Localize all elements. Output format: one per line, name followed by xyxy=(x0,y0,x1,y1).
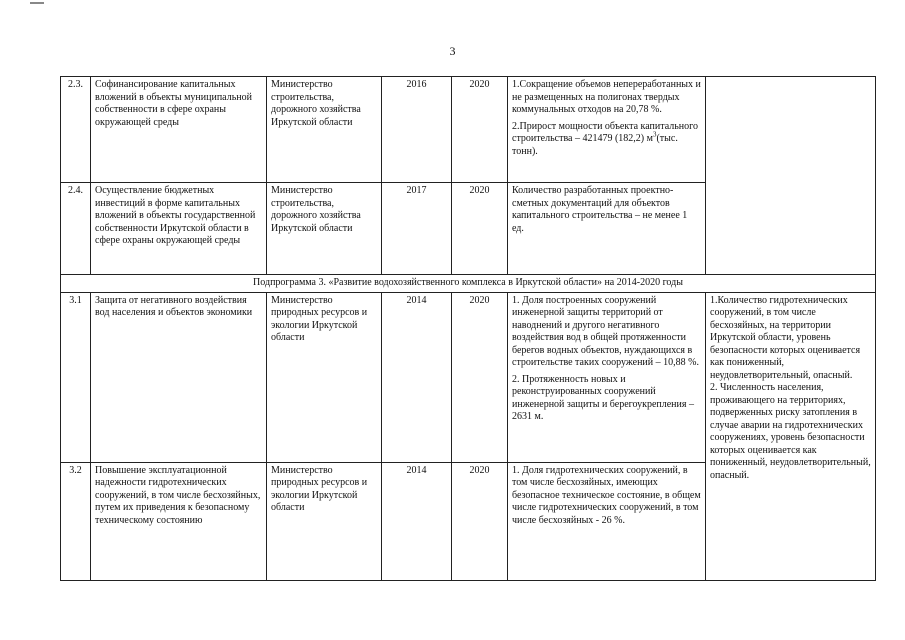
scan-artifact xyxy=(30,2,44,4)
activity-name: Софинансирование капитальных вложений в объекты муниципальной собственности в сфере охраны окружающей среды xyxy=(91,77,267,183)
start-year: 2014 xyxy=(382,462,452,580)
subprogram-goals: 1.Количество гидротехнических сооружений, в том числе бесхозяйных, на территории Иркутской области, уровень безопасности которых оценивается как пониженный, неудовлетворительный, опасный. 2. Численность населения, проживающего на территориях, подверженных риску затопления в случае аварии на гидротехнических сооружениях, уровень безопасности которых оценивается как пониженный, неудовлетворительный, опасный. xyxy=(706,292,876,580)
row-number: 3.2 xyxy=(61,462,91,580)
indicator-text: 1.Сокращение объемов непереработанных и не размещенных на полигонах твердых коммунальных отходов на 20,78 %. xyxy=(512,79,701,115)
indicator-text-part: 2.Прирост мощности объекта капитального строительства – 421479 (182,2) м xyxy=(512,120,699,144)
subprogram-title: Подпрограмма 3. «Развитие водохозяйственного комплекса в Иркутской области» на 2014-2020 годы xyxy=(61,275,876,293)
superscript: 3 xyxy=(652,130,657,139)
indicators-cell xyxy=(508,292,706,462)
indicator-text: 2. Протяженность новых и реконструированных сооружений инженерной защиты и берегоукрепления – 2631 м. xyxy=(512,373,694,422)
executor: Министерство природных ресурсов и экологии Иркутской области xyxy=(267,462,382,580)
row-number: 2.4. xyxy=(61,183,91,275)
executor: Министерство строительства, дорожного хозяйства Иркутской области xyxy=(267,183,382,275)
indicator-text xyxy=(512,121,701,159)
activity-name: Повышение эксплуатационной надежности гидротехнических сооружений, в том числе бесхозяйных, путем их приведения к безопасному техническому состоянию xyxy=(91,462,267,580)
table-row-3-1 xyxy=(61,292,876,462)
indicator-text: 1. Доля гидротехнических сооружений, в том числе бесхозяйных, имеющих безопасное техническое состояние, в общем числе гидротехнических сооружений, в том числе бесхозяйных - 26 %. xyxy=(512,464,701,526)
end-year: 2020 xyxy=(452,183,508,275)
activity-name: Защита от негативного воздействия вод населения и объектов экономики xyxy=(91,292,267,462)
indicator-text-part: (тыс. тонн). xyxy=(512,133,678,157)
executor: Министерство природных ресурсов и экологии Иркутской области xyxy=(267,292,382,462)
subprogram-row xyxy=(61,275,876,293)
table-row-2-3 xyxy=(61,77,876,183)
empty-cell xyxy=(706,77,876,275)
end-year: 2020 xyxy=(452,77,508,183)
row-number: 3.1 xyxy=(61,292,91,462)
page-number: 3 xyxy=(449,44,456,58)
indicator-text: Количество разработанных проектно-сметных документаций для объектов капитального строительства – не менее 1 ед. xyxy=(512,185,688,234)
start-year: 2016 xyxy=(382,77,452,183)
end-year: 2020 xyxy=(452,462,508,580)
program-table xyxy=(60,76,876,581)
indicator-text: 1. Доля построенных сооружений инженерной защиты территорий от наводнений и другого негативного воздействия вод в общей протяженности берегов водных объектов, нуждающихся в строительстве таких сооружений – 10,88 %. xyxy=(512,294,699,368)
start-year: 2014 xyxy=(382,292,452,462)
start-year: 2017 xyxy=(382,183,452,275)
row-number: 2.3. xyxy=(61,77,91,183)
indicators-cell xyxy=(508,77,706,183)
executor: Министерство строительства, дорожного хозяйства Иркутской области xyxy=(267,77,382,183)
indicators-cell xyxy=(508,462,706,580)
activity-name: Осуществление бюджетных инвестиций в форме капитальных вложений в объекты государственной собственности Иркутской области в сфере охраны окружающей среды xyxy=(91,183,267,275)
indicators-cell xyxy=(508,183,706,275)
end-year: 2020 xyxy=(452,292,508,462)
